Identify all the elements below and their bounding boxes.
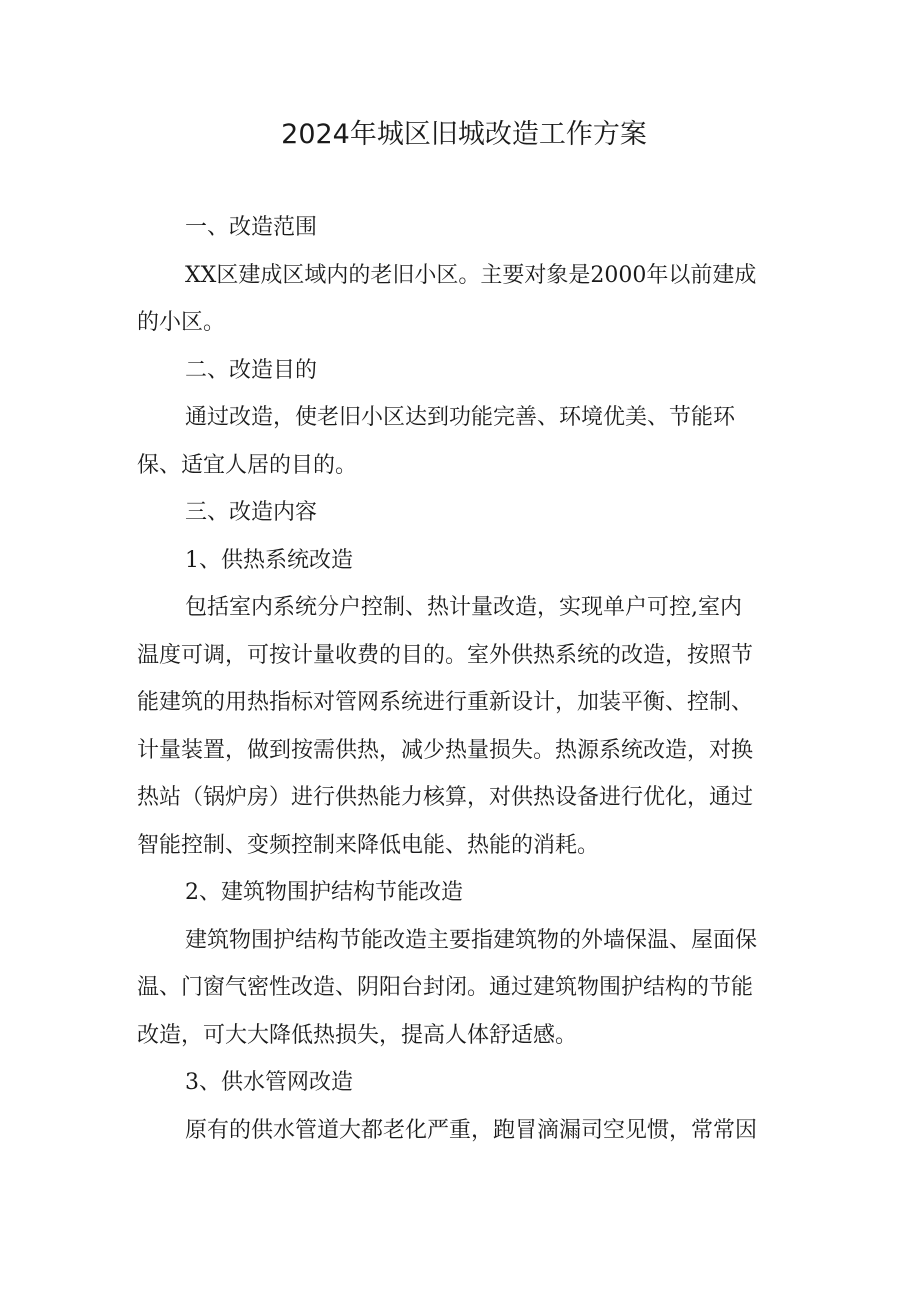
- subheading-envelope: [137, 869, 789, 917]
- text-line: 一、改造范围: [185, 215, 318, 240]
- subheading-water-supply: [137, 1059, 789, 1107]
- text-line: 温度可调，可按计量收费的目的。室外供热系统的改造，按照节: [137, 642, 754, 668]
- paragraph-heating: [137, 584, 789, 869]
- text-line: 原有的供水管道大都老化严重，跑冒滴漏司空见惯，常常因: [185, 1117, 758, 1143]
- text-line: 2、建筑物围护结构节能改造: [185, 880, 463, 905]
- text-line: 温、门窗气密性改造、阴阳台封闭。通过建筑物围护结构的节能: [137, 975, 754, 1000]
- text-line: 建筑物围护结构节能改造主要指建筑物的外墙保温、屋面保: [185, 927, 758, 953]
- section-heading-goal: [137, 347, 789, 395]
- section-heading-scope: [137, 204, 789, 252]
- text-line: 3、供水管网改造: [185, 1070, 353, 1095]
- text-line: 三、改造内容: [185, 500, 318, 525]
- text-line: 改造，可大大降低热损失，提高人体舒适感。: [137, 1022, 578, 1048]
- text-line: 1、供热系统改造: [185, 547, 353, 573]
- text-line: XX区建成区域内的老旧小区。主要对象是2000年以前建成: [185, 262, 757, 288]
- document-body: [137, 204, 789, 1154]
- text-line: 包括室内系统分户控制、热计量改造，实现单户可控,室内: [185, 595, 742, 620]
- subheading-heating: [137, 537, 789, 585]
- text-line: 计量装置，做到按需供热，减少热量损失。热源系统改造，对换: [137, 737, 754, 763]
- section-heading-content: [137, 489, 789, 537]
- text-line: 智能控制、变频控制来降低电能、热能的消耗。: [137, 832, 600, 858]
- paragraph-envelope: [137, 917, 789, 1060]
- document-title: 2024年城区旧城改造工作方案: [281, 119, 647, 150]
- text-line: 二、改造目的: [185, 357, 318, 383]
- text-line: 的小区。: [137, 310, 226, 335]
- text-line: 保、适宜人居的目的。: [137, 452, 358, 478]
- text-line: 热站（锅炉房）进行供热能力核算，对供热设备进行优化，通过: [137, 785, 754, 810]
- paragraph-water-supply: [137, 1107, 789, 1155]
- paragraph-goal: [137, 394, 789, 489]
- text-line: 能建筑的用热指标对管网系统进行重新设计，加装平衡、控制、: [137, 690, 754, 715]
- text-line: 通过改造，使老旧小区达到功能完善、环境优美、节能环: [185, 405, 736, 430]
- paragraph-scope: [137, 252, 789, 347]
